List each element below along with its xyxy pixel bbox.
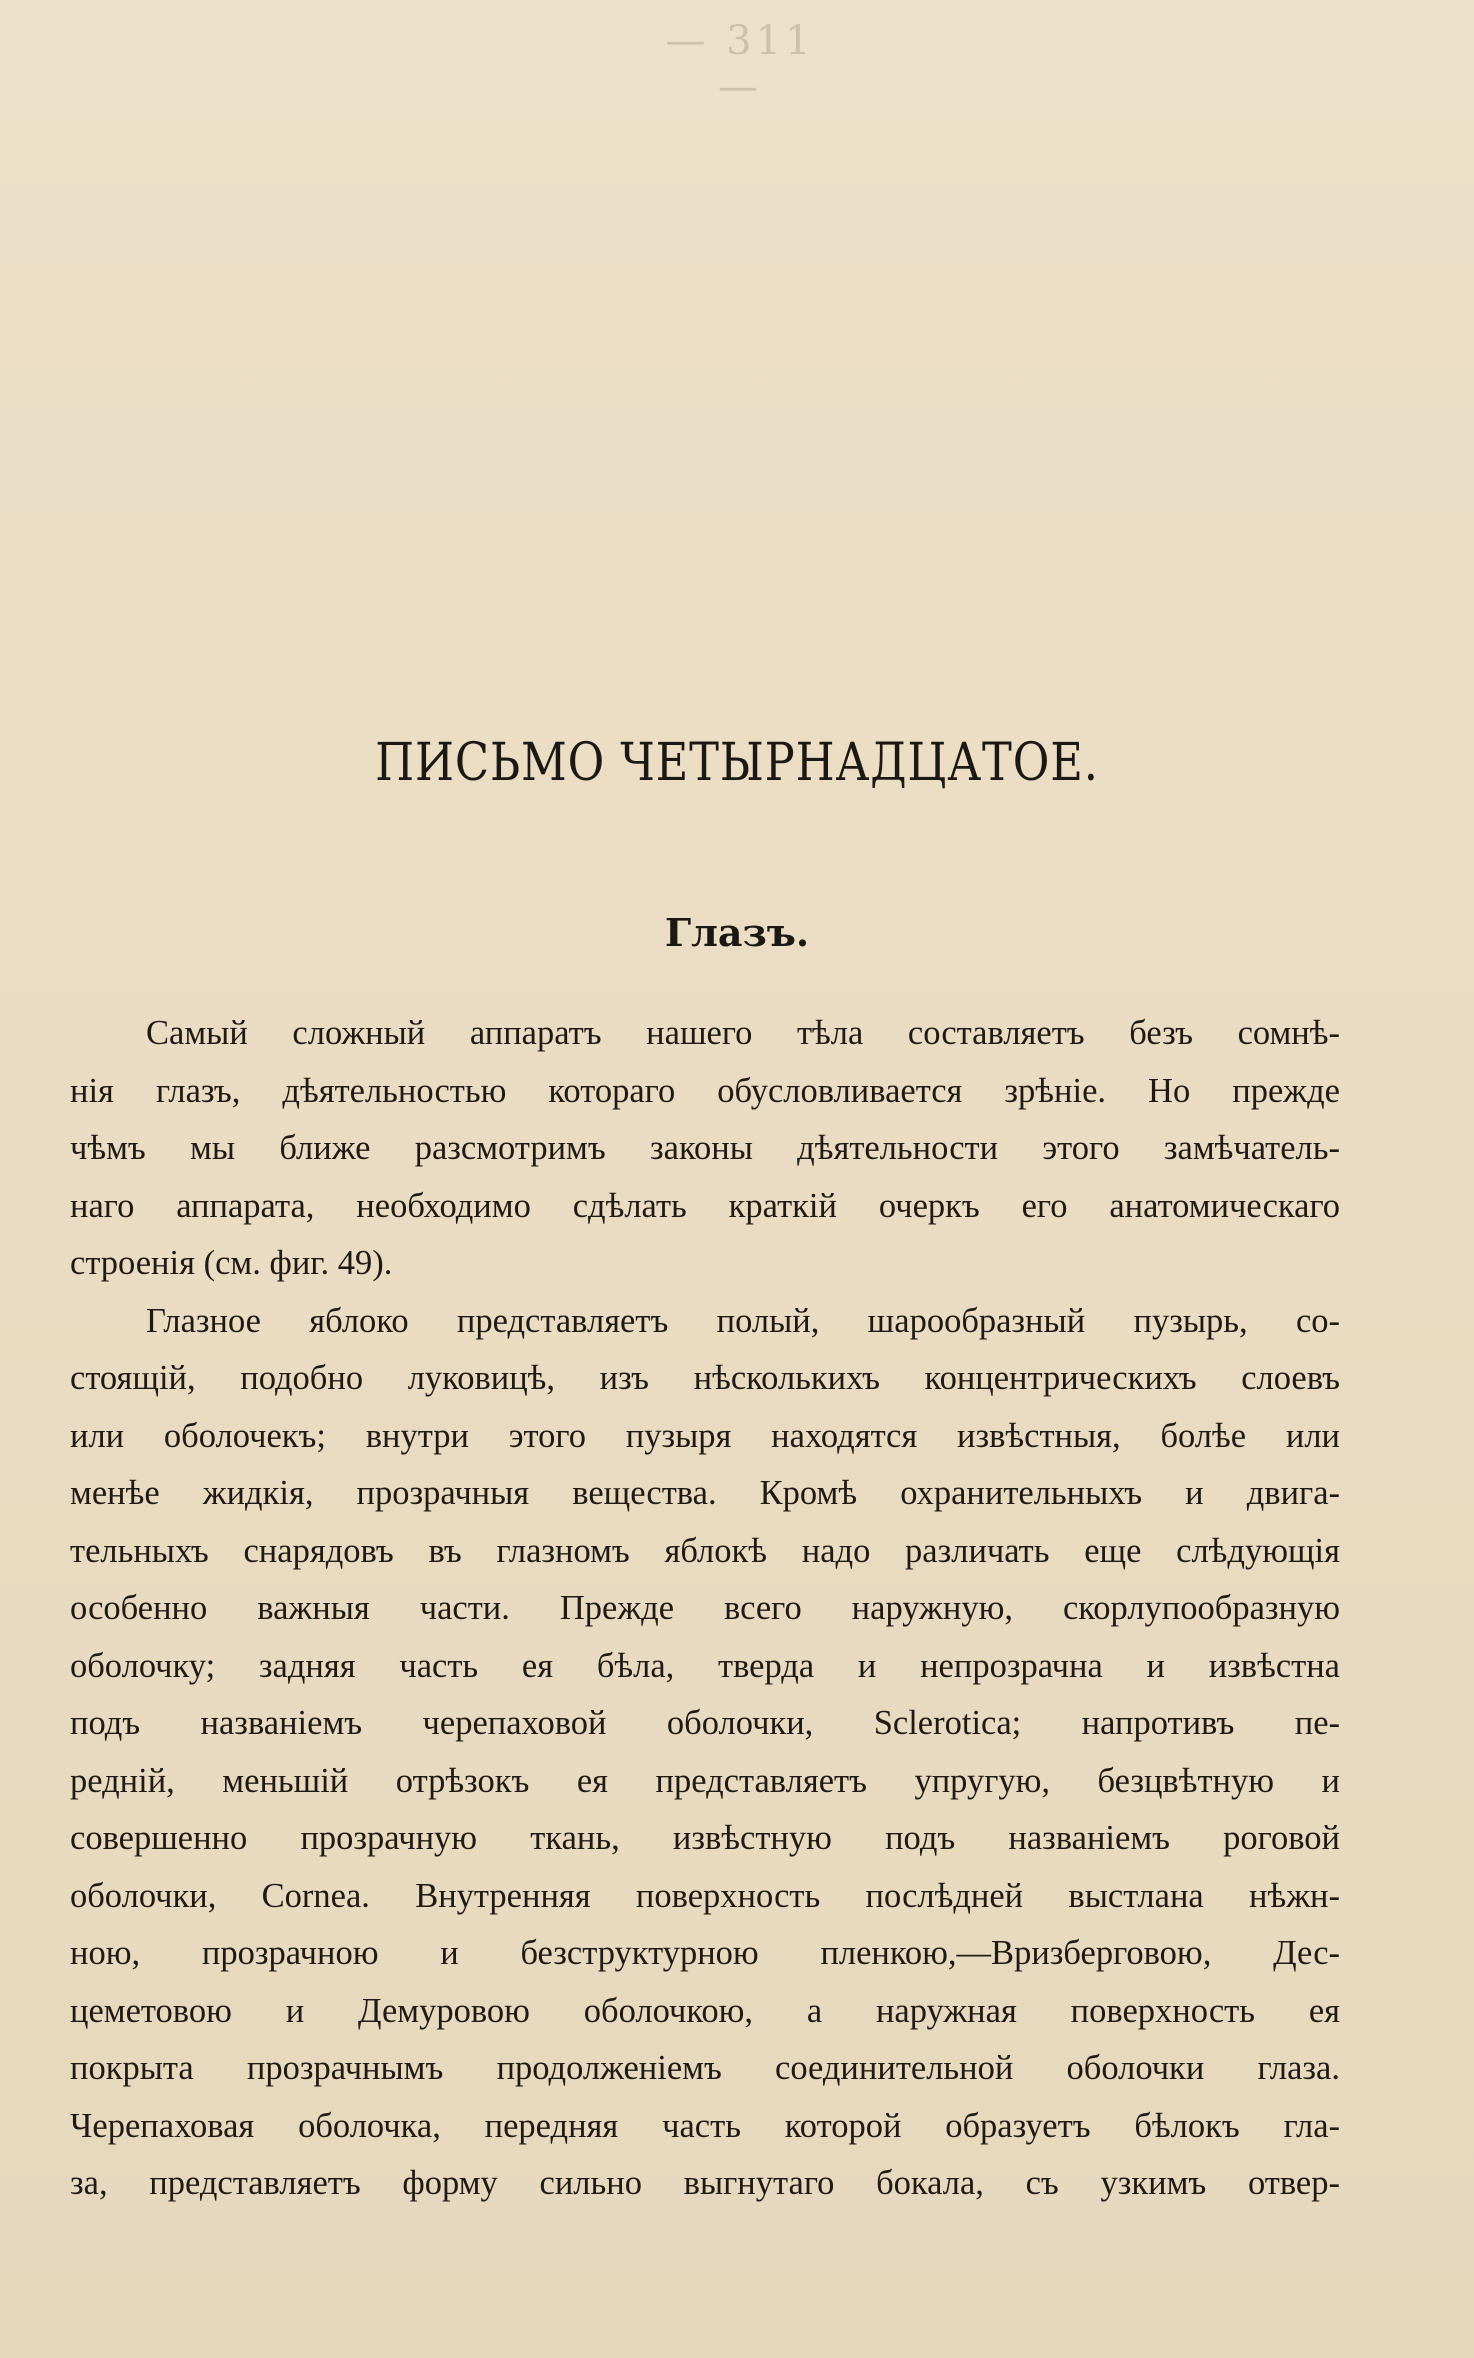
paragraph-1-line: Самый сложный аппаратъ нашего тѣла составляетъ безъ сомнѣ- <box>146 1014 1340 1052</box>
body-text <box>70 1005 1340 2213</box>
paragraph-2-line: Черепаховая оболочка, передняя часть которой образуетъ бѣлокъ гла- <box>70 2106 1340 2145</box>
section-title: Глазъ. <box>664 910 810 955</box>
paragraph-1-line: нія глазъ, дѣятельностью котораго обусловливается зрѣніе. Но прежде <box>70 1071 1340 1110</box>
paragraph-1-line: чѣмъ мы ближе разсмотримъ законы дѣятельности этого замѣчатель- <box>70 1129 1340 1167</box>
paragraph-2-line: редній, меньшій отрѣзокъ ея представляетъ упругую, безцвѣтную и <box>70 1761 1340 1800</box>
paragraph-2-line: менѣе жидкія, прозрачныя вещества. Кромѣ охранительныхъ и двига- <box>70 1474 1340 1512</box>
paragraph-2-line: цеметовою и Демуровою оболочкою, а наружная поверхность ея <box>70 1991 1340 2030</box>
page-number: — 311 — <box>665 18 815 110</box>
paragraph-2-line: оболочки, Cornea. Внутренняя поверхность послѣдней выстлана нѣжн- <box>70 1876 1340 1915</box>
paragraph-2-line: покрыта прозрачнымъ продолженіемъ соединительной оболочки глаза. <box>70 2049 1340 2087</box>
paragraph-2-line: за, представляетъ форму сильно выгнутаго бокала, съ узкимъ отвер- <box>70 2164 1340 2202</box>
bleed-through-text <box>70 120 1340 960</box>
paragraph-2-line: совершенно прозрачную ткань, извѣстную подъ названіемъ роговой <box>70 1819 1340 1857</box>
paragraph-2-line: подъ названіемъ черепаховой оболочки, Sclerotica; напротивъ пе- <box>70 1704 1340 1742</box>
paragraph-2-line: особенно важныя части. Прежде всего наружную, скорлупообразную <box>70 1589 1340 1627</box>
paragraph-1-line: строенія (см. фиг. 49). <box>70 1244 393 1282</box>
letter-heading: ПИСЬМО ЧЕТЫРНАДЦАТОЕ. <box>375 733 1099 793</box>
paragraph-2-line: или оболочекъ; внутри этого пузыря находятся извѣстныя, болѣе или <box>70 1416 1340 1455</box>
paragraph-2-line: тельныхъ снарядовъ въ глазномъ яблокѣ надо различать еще слѣдующія <box>70 1531 1340 1570</box>
paragraph-1-line: наго аппарата, необходимо сдѣлать краткій очеркъ его анатомическаго <box>70 1186 1340 1225</box>
paragraph-2-line: стоящій, подобно луковицѣ, изъ нѣсколькихъ концентрическихъ слоевъ <box>70 1359 1340 1397</box>
paragraph-2-line: оболочку; задняя часть ея бѣла, тверда и непрозрачна и извѣстна <box>70 1646 1340 1685</box>
paragraph-2-line: ною, прозрачною и безструктурною пленкою,—Вризберговою, Дес- <box>70 1934 1340 1972</box>
paragraph-2-line: Глазное яблоко представляетъ полый, шарообразный пузырь, со- <box>146 1301 1340 1340</box>
